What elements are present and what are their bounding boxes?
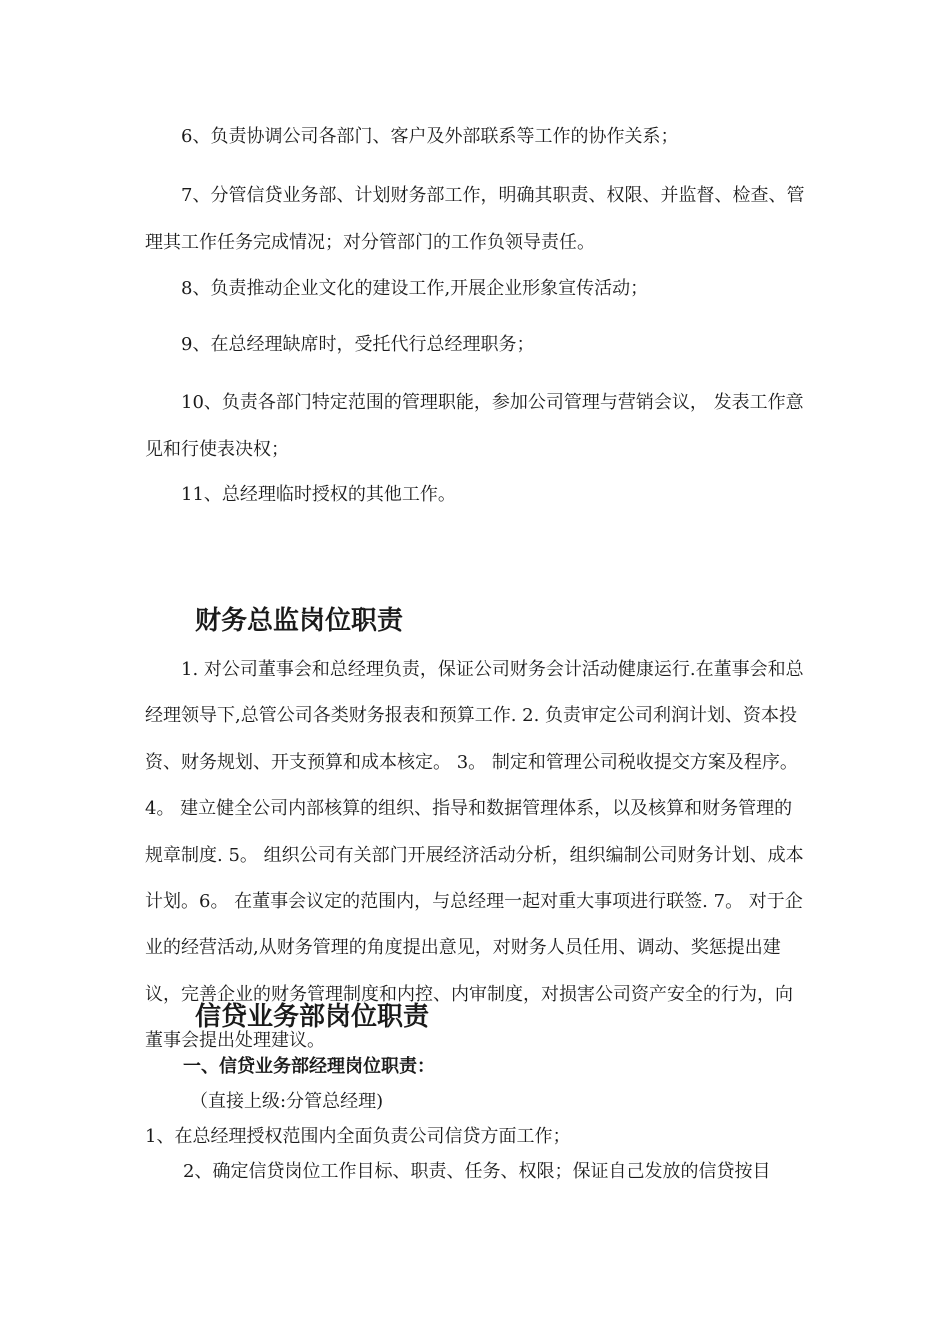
duty-item-9: 9、在总经理缺席时，受托代行总经理职务； (181, 334, 535, 355)
direct-superior-note: （直接上级:分管总经理) (190, 1091, 384, 1112)
finance-director-duties: 1. 对公司董事会和总经理负责，保证公司财务会计活动健康运行.在董事会和总经理领导下,总管公司各类财务报表和预算工作. 2. 负责审定公司利润计划、资本投资、财务规划、开支预算和成本核定。 3。 制定和管理公司税收提交方案及程序。 4。 建立健全公司内部核算的组织、指导和数据管理体系，以及核算和财务管理的规章制度. 5。 组织公司有关部门开展经济活动分析，组织编制公司财务计划、成本计划。6。 在董事会议定的范围内，与总经理一起对重大事项进行联签. 7。 对于企业的经营活动,从财务管理的角度提出意见，对财务人员任用、调动、奖惩提出建议，完善企业的财务管理制度和内控、内审制度，对损害公司资产安全的行为，向董事会提出处理建议。 (145, 659, 804, 1052)
duty-item-7: 7、分管信贷业务部、计划财务部工作，明确其职责、权限、并监督、检查、管理其工作任务完成情况；对分管部门的工作负领导责任。 (145, 185, 805, 253)
duty-item-11: 11、总经理临时授权的其他工作。 (181, 484, 456, 505)
credit-item-1: 1、在总经理授权范围内全面负责公司信贷方面工作； (145, 1126, 571, 1147)
credit-manager-subheading: 一、信贷业务部经理岗位职责： (183, 1056, 435, 1077)
credit-item-2: 2、确定信贷岗位工作目标、职责、任务、权限；保证自己发放的信贷按目 (183, 1161, 771, 1182)
duty-item-6: 6、负责协调公司各部门、客户及外部联系等工作的协作关系； (181, 126, 679, 147)
credit-dept-heading: 信贷业务部岗位职责 (195, 1002, 430, 1032)
finance-director-heading: 财务总监岗位职责 (195, 606, 404, 636)
duty-item-8: 8、负责推动企业文化的建设工作,开展企业形象宣传活动； (181, 278, 649, 299)
duty-item-10: 10、负责各部门特定范围的管理职能，参加公司管理与营销会议， 发表工作意见和行使表决权； (145, 392, 804, 460)
